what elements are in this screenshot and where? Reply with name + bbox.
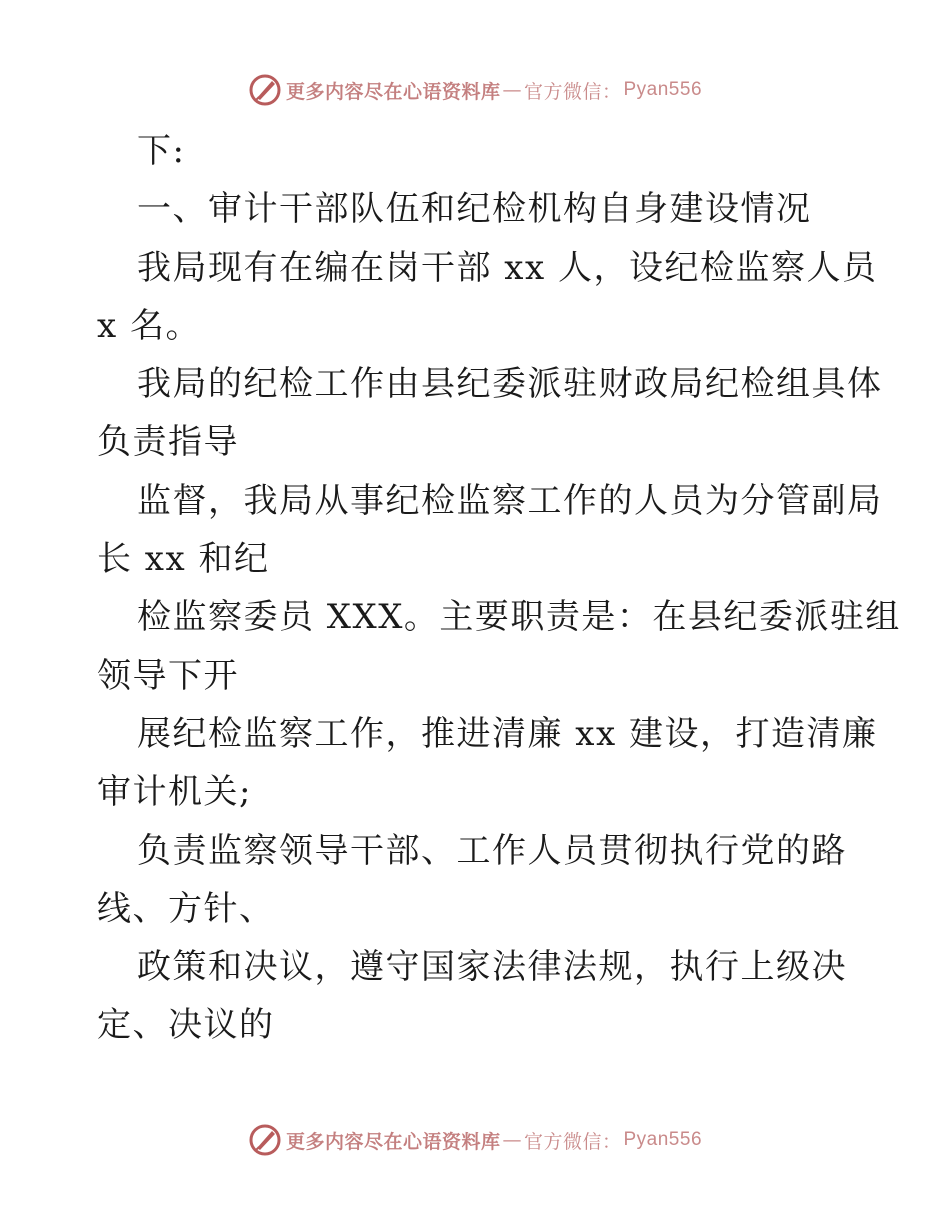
body-line: 领导下开 [97,655,239,696]
body-line: 负责指导 [97,422,239,463]
body-line: 负责监察领导干部、工作人员贯彻执行党的路 [137,830,847,871]
body-line: 线、方针、 [97,888,275,929]
body-line: 我局现有在编在岗干部 xx 人，设纪检监察人员 [137,247,878,288]
body-line: 我局的纪检工作由县纪委派驻财政局纪检组具体 [137,364,883,405]
body-line: 政策和决议，遵守国家法律法规，执行上级决 [137,947,847,988]
footer-banner [0,1120,950,1160]
banner-main-text: 更多内容尽在心语资料库 [285,80,501,103]
section-heading: 一、审计干部队伍和纪检机构自身建设情况 [137,189,812,230]
body-line: 长 xx 和纪 [97,539,270,580]
body-line: 下: [137,131,186,171]
banner-separator: — [502,1129,522,1151]
banner-wechat-id: Pyan556 [623,1129,703,1150]
document-body [97,122,901,1055]
body-line: x 名。 [97,305,201,346]
body-line: 监督，我局从事纪检监察工作的人员为分管副局 [137,480,883,521]
body-line: 展纪检监察工作，推进清廉 xx 建设，打造清廉 [137,713,878,754]
banner-wechat-label: 官方微信： [523,80,622,103]
body-line: 审计机关; [97,772,252,813]
quill-logo-icon [248,1123,282,1157]
banner-separator: — [502,79,522,101]
body-line: 检监察委员 XXX。主要职责是：在县纪委派驻组 [137,597,901,638]
banner-main-text: 更多内容尽在心语资料库 [285,1130,501,1153]
header-banner [0,70,950,110]
banner-wechat-label: 官方微信： [523,1130,622,1153]
body-line: 定、决议的 [97,1005,275,1046]
quill-logo-icon [248,73,282,107]
banner-wechat-id: Pyan556 [623,79,703,100]
